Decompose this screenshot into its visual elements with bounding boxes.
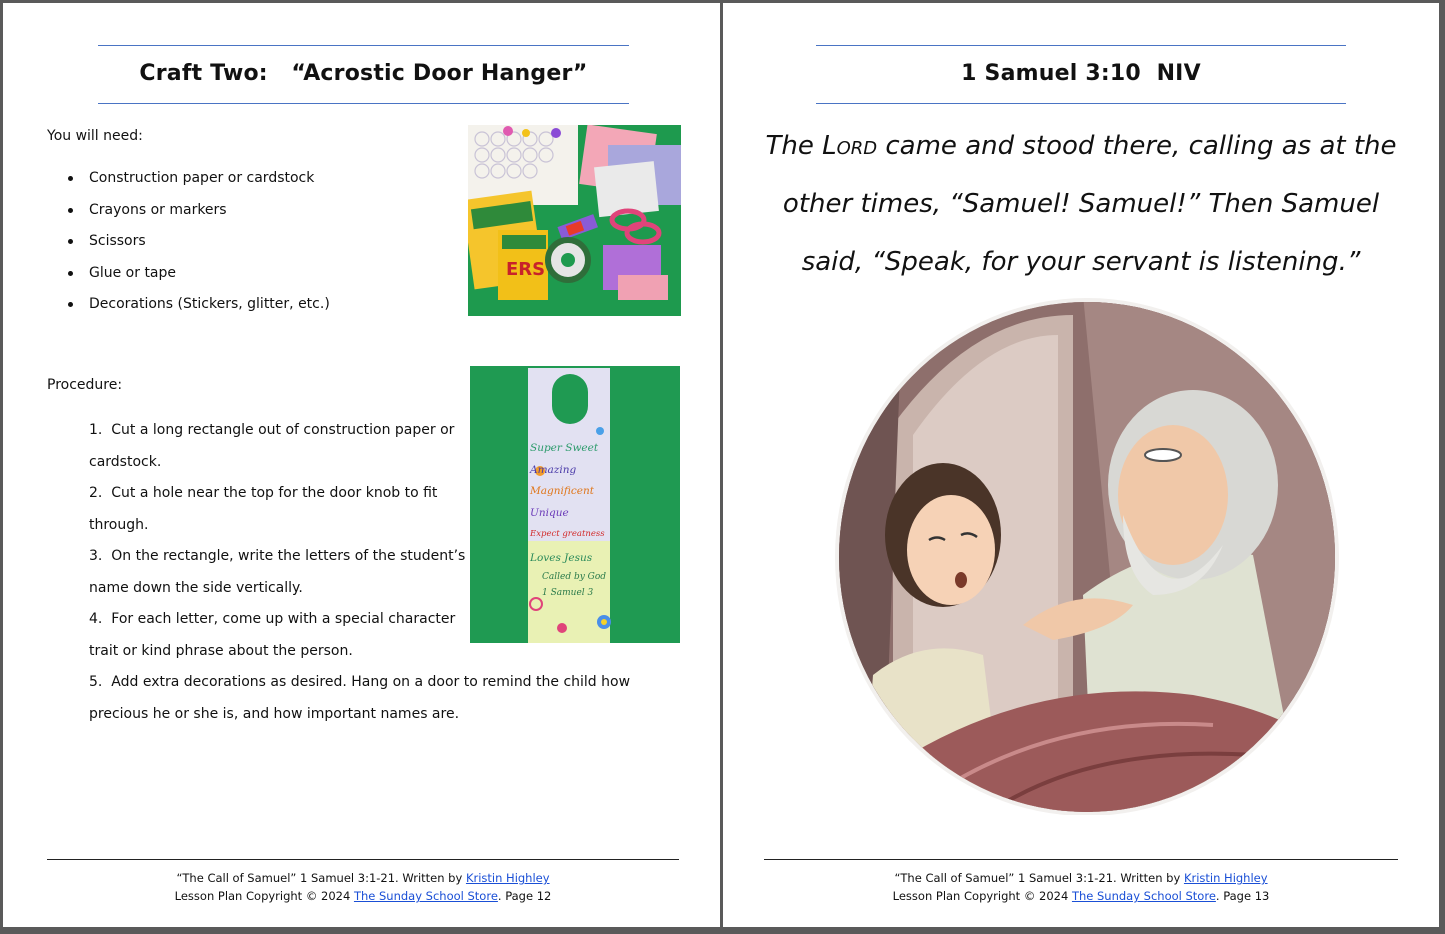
page-title: 1 Samuel 3:10 NIV: [961, 61, 1201, 86]
step-text: Add extra decorations as desired. Hang on a door to remind the child how: [111, 674, 631, 690]
step-number: 2.: [89, 485, 103, 501]
step-number: 4.: [89, 611, 103, 627]
author-link[interactable]: Kristin Highley: [1183, 871, 1268, 885]
supplies-list: [47, 168, 447, 326]
hanger-word: Loves Jesus: [530, 551, 593, 564]
step-continuation: cardstock.: [89, 453, 162, 470]
hanger-word: Super Sweet: [530, 442, 599, 454]
title-rule-bottom: [816, 103, 1346, 104]
hanger-word: Expect greatness: [530, 529, 605, 539]
verse-text: The: [765, 131, 823, 161]
title-rule-top: [98, 45, 629, 46]
step-continuation: precious he or she is, and how important names are.: [89, 705, 460, 722]
step-continuation: trait or kind phrase about the person.: [89, 642, 353, 659]
author-link[interactable]: Kristin Highley: [465, 871, 550, 885]
hanger-word: Unique: [530, 506, 569, 519]
hanger-word: Magnificent: [530, 485, 594, 497]
page-number: . Page 12: [497, 889, 552, 903]
step-number: 5.: [89, 674, 103, 690]
supplies-photo: [468, 125, 681, 316]
verse-text: other times, “Samuel! Samuel!” Then Samuel: [782, 189, 1380, 219]
verse-text: came and stood there, calling as at the: [877, 131, 1397, 161]
hanger-word: Amazing: [530, 463, 577, 476]
list-item: Construction paper or cardstock: [47, 168, 447, 200]
step-text: Cut a long rectangle out of construction paper or: [111, 422, 455, 438]
svg-text:ERS: ERS: [506, 259, 546, 280]
step-text: Cut a hole near the top for the door knob to fit: [111, 485, 438, 501]
footer-text: “The Call of Samuel” 1 Samuel 3:1-21. Written by: [176, 871, 466, 885]
footer-rule: [47, 859, 679, 860]
footer-text: Lesson Plan Copyright © 2024: [174, 889, 354, 903]
verse-lord: Lord: [822, 131, 878, 161]
list-item: Decorations (Stickers, glitter, etc.): [47, 294, 447, 326]
page-title: Craft Two: “Acrostic Door Hanger”: [139, 61, 588, 86]
samuel-eli-art: [833, 295, 1341, 815]
step-number: 3.: [89, 548, 103, 564]
list-item: Scissors: [47, 231, 447, 263]
list-item: Crayons or markers: [47, 200, 447, 232]
hanger-word: Called by God: [542, 572, 607, 582]
step-number: 1.: [89, 422, 103, 438]
supplies-photo-art: [468, 125, 681, 316]
hanger-acrostic: [530, 438, 610, 601]
footer-text: Lesson Plan Copyright © 2024: [892, 889, 1072, 903]
list-item: Glue or tape: [47, 263, 447, 295]
bible-verse: [723, 117, 1439, 291]
title-rule-bottom: [98, 103, 629, 104]
verse-text: said, “Speak, for your servant is listening.”: [801, 247, 1361, 277]
samuel-eli-illustration: [833, 295, 1341, 815]
store-link[interactable]: The Sunday School Store: [353, 889, 498, 903]
page-number: . Page 13: [1215, 889, 1270, 903]
door-hanger-photo: [470, 366, 680, 643]
page-13: [723, 3, 1439, 927]
step-text: On the rectangle, write the letters of the student’s: [111, 548, 466, 564]
store-link[interactable]: The Sunday School Store: [1071, 889, 1216, 903]
procedure-label: Procedure:: [47, 377, 123, 393]
title-rule-top: [816, 45, 1346, 46]
page-footer: [764, 869, 1398, 905]
step-continuation: name down the side vertically.: [89, 579, 303, 596]
step-text: For each letter, come up with a special character: [111, 611, 456, 627]
footer-rule: [764, 859, 1398, 860]
you-will-need-label: You will need:: [47, 128, 143, 144]
hanger-word: 1 Samuel 3: [542, 588, 594, 598]
page-12: [3, 3, 720, 927]
footer-text: “The Call of Samuel” 1 Samuel 3:1-21. Written by: [894, 871, 1184, 885]
page-footer: [47, 869, 679, 905]
list-item: [89, 667, 709, 699]
step-continuation: through.: [89, 516, 149, 533]
